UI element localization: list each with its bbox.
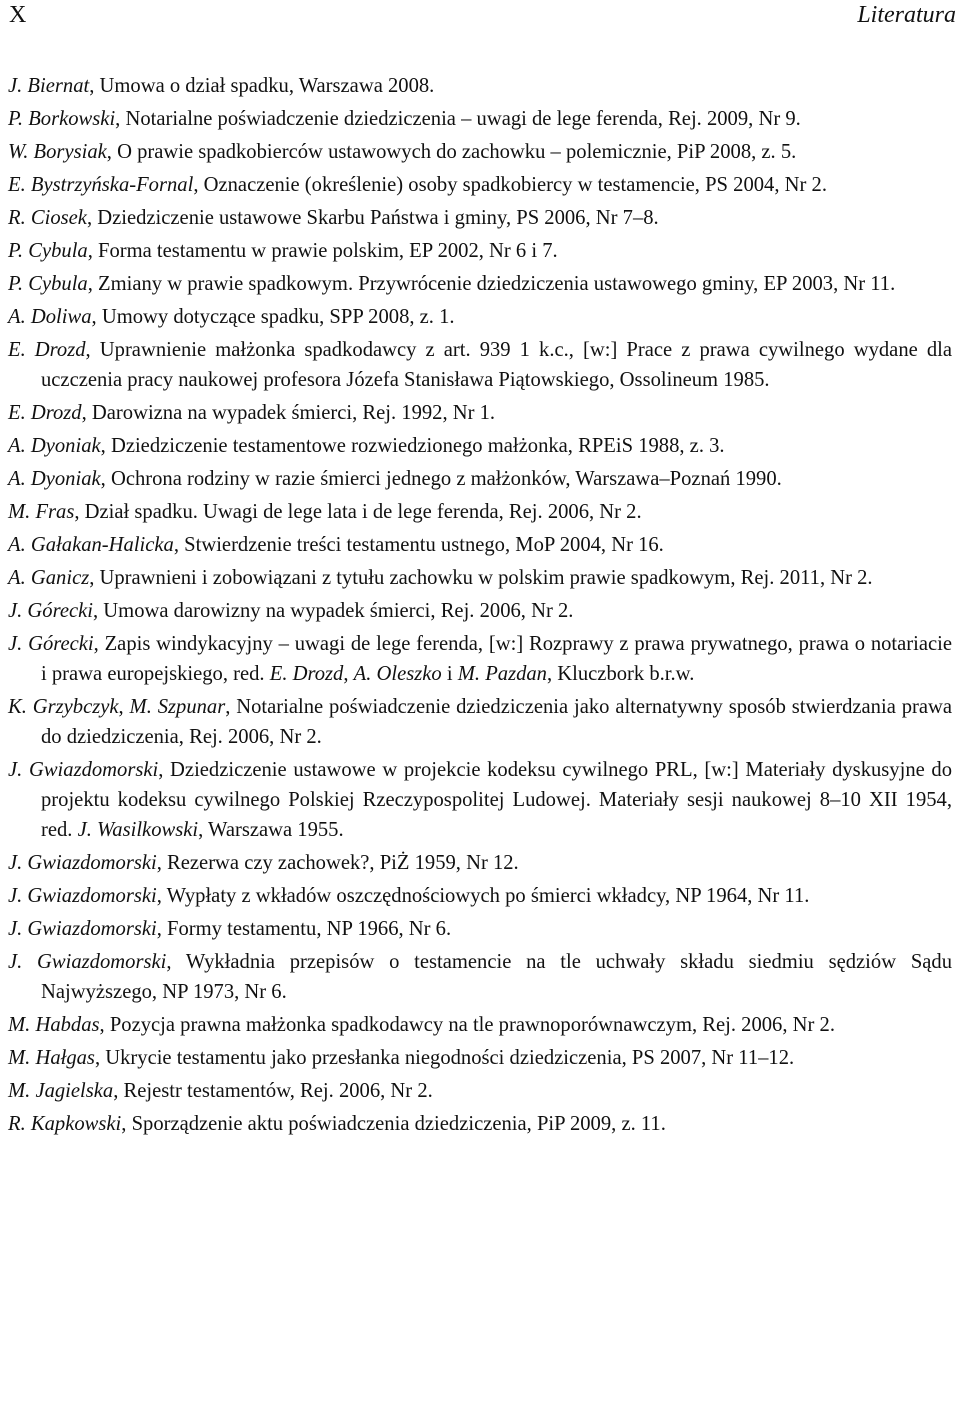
entry-text: , Forma testamentu w prawie polskim, EP 2002, Nr 6 i 7. — [87, 240, 558, 262]
author-name: J. Gwiazdomorski — [8, 852, 157, 874]
entry-text: , Uprawnieni i zobowiązani z tytułu zachowku w polskim prawie spadkowym, Rej. 2011, Nr 2. — [89, 567, 873, 589]
author-name: M. Szpunar — [129, 696, 226, 718]
entry-text: , Oznaczenie (określenie) osoby spadkobiercy w testamencie, PS 2004, Nr 2. — [193, 174, 827, 196]
entry-text: , Dział spadku. Uwagi de lege lata i de lege ferenda, Rej. 2006, Nr 2. — [74, 501, 642, 523]
author-name: P. Cybula — [8, 240, 88, 262]
bibliography-entry — [8, 947, 952, 1007]
bibliography-entry — [8, 236, 952, 266]
author-name: R. Ciosek — [8, 207, 87, 229]
author-name: M. Hałgas — [8, 1047, 95, 1069]
page-header — [0, 0, 960, 34]
entry-text: , — [343, 663, 354, 685]
entry-text: , Umowa o dział spadku, Warszawa 2008. — [89, 75, 435, 97]
author-name: W. Borysiak — [8, 141, 107, 163]
author-name: J. Gwiazdomorski — [8, 759, 159, 781]
bibliography-entry — [8, 596, 952, 626]
bibliography-entry — [8, 203, 952, 233]
bibliography-entry — [8, 1043, 952, 1073]
author-name: J. Wasilkowski — [77, 819, 199, 841]
bibliography-entry — [8, 530, 952, 560]
entry-text: , Dziedziczenie testamentowe rozwiedzionego małżonka, RPEiS 1988, z. 3. — [100, 435, 725, 457]
author-name: E. Drozd — [269, 663, 344, 685]
author-name: J. Gwiazdomorski — [8, 918, 157, 940]
bibliography-list — [8, 71, 952, 1142]
page-number: X — [9, 2, 27, 28]
entry-text: , Notarialne poświadczenie dziedziczenia jako alternatywny sposób stwierdzania prawa do dziedziczenia, Rej. 2006, Nr 2. — [41, 696, 953, 748]
entry-text: , O prawie spadkobierców ustawowych do zachowku – polemicznie, PiP 2008, z. 5. — [106, 141, 797, 163]
author-name: P. Borkowski — [8, 108, 116, 130]
author-name: J. Gwiazdomorski — [8, 885, 157, 907]
bibliography-entry — [8, 398, 952, 428]
entry-text: , Uprawnienie małżonka spadkodawcy z art. 939 1 k.c., [w:] Prace z prawa cywilnego wydane dla uczczenia pracy naukowej profesora Józefa Stanisława Piątowskiego, Ossolineum 1985. — [41, 339, 952, 391]
author-name: K. Grzybczyk — [8, 696, 119, 718]
author-name: E. Drozd — [8, 402, 82, 424]
author-name: P. Cybula — [8, 273, 88, 295]
entry-text: , Warszawa 1955. — [198, 819, 344, 841]
entry-text: , Formy testamentu, NP 1966, Nr 6. — [156, 918, 452, 940]
bibliography-entry — [8, 1010, 952, 1040]
entry-text: , Rejestr testamentów, Rej. 2006, Nr 2. — [113, 1080, 433, 1102]
author-name: M. Jagielska — [8, 1080, 114, 1102]
bibliography-entry — [8, 170, 952, 200]
author-name: R. Kapkowski — [8, 1113, 122, 1135]
entry-text: , Wykładnia przepisów o testamencie na tle uchwały składu siedmiu sędziów Sądu Najwyższego, NP 1973, Nr 6. — [41, 951, 953, 1003]
author-name: J. Biernat — [8, 75, 90, 97]
author-name: M. Habdas — [8, 1014, 100, 1036]
bibliography-entry — [8, 914, 952, 944]
bibliography-entry — [8, 629, 952, 689]
bibliography-entry — [8, 335, 952, 395]
author-name: A. Doliwa — [8, 306, 92, 328]
entry-text: , Dziedziczenie ustawowe Skarbu Państwa i gminy, PS 2006, Nr 7–8. — [86, 207, 659, 229]
entry-text: , Umowy dotyczące spadku, SPP 2008, z. 1. — [91, 306, 455, 328]
entry-text: , Notarialne poświadczenie dziedziczenia – uwagi de lege ferenda, Rej. 2009, Nr 9. — [115, 108, 801, 130]
bibliography-entry — [8, 848, 952, 878]
author-name: A. Gałakan-Halicka — [8, 534, 174, 556]
entry-text: , Dziedziczenie ustawowe w projekcie kodeksu cywilnego PRL, [w:] Materiały dyskusyjne do projektu kodeksu cywilnego Polskiej Rzeczypospolitej Ludowej. Materiały sesji naukowej 8–10 XII 1954, red. — [41, 759, 953, 841]
bibliography-entry — [8, 1109, 952, 1139]
bibliography-entry — [8, 563, 952, 593]
bibliography-entry — [8, 755, 952, 845]
bibliography-entry — [8, 881, 952, 911]
author-name: A. Oleszko — [353, 663, 442, 685]
bibliography-entry — [8, 1076, 952, 1106]
bibliography-entry — [8, 137, 952, 167]
entry-text: , Sporządzenie aktu poświadczenia dziedziczenia, PiP 2009, z. 11. — [121, 1113, 666, 1135]
author-name: J. Górecki — [8, 600, 93, 622]
author-name: M. Fras — [8, 501, 75, 523]
bibliography-entry — [8, 497, 952, 527]
entry-text: , Darowizna na wypadek śmierci, Rej. 1992, Nr 1. — [81, 402, 496, 424]
bibliography-entry — [8, 104, 952, 134]
entry-text: , Pozycja prawna małżonka spadkodawcy na tle prawnoporównawczym, Rej. 2006, Nr 2. — [99, 1014, 835, 1036]
entry-text: , Umowa darowizny na wypadek śmierci, Rej. 2006, Nr 2. — [93, 600, 574, 622]
author-name: M. Pazdan — [457, 663, 547, 685]
entry-text: , Zmiany w prawie spadkowym. Przywrócenie dziedziczenia ustawowego gminy, EP 2003, Nr 11. — [87, 273, 896, 295]
bibliography-entry — [8, 431, 952, 461]
bibliography-entry — [8, 692, 952, 752]
entry-text: , Rezerwa czy zachowek?, PiŻ 1959, Nr 12. — [156, 852, 519, 874]
entry-text: , Stwierdzenie treści testamentu ustnego, MoP 2004, Nr 16. — [173, 534, 664, 556]
author-name: A. Dyoniak — [8, 435, 101, 457]
entry-text: i — [441, 663, 458, 685]
bibliography-entry — [8, 269, 952, 299]
section-title: Literatura — [857, 2, 956, 28]
author-name: J. Gwiazdomorski — [8, 951, 167, 973]
entry-text: , — [118, 696, 130, 718]
bibliography-entry — [8, 71, 952, 101]
author-name: E. Drozd — [8, 339, 86, 361]
entry-text: , Ukrycie testamentu jako przesłanka niegodności dziedziczenia, PS 2007, Nr 11–12. — [94, 1047, 795, 1069]
entry-text: , Kluczbork b.r.w. — [546, 663, 695, 685]
author-name: J. Górecki — [8, 633, 94, 655]
entry-text: , Ochrona rodziny w razie śmierci jednego z małżonków, Warszawa–Poznań 1990. — [100, 468, 782, 490]
author-name: A. Dyoniak — [8, 468, 101, 490]
author-name: E. Bystrzyńska-Fornal — [8, 174, 194, 196]
bibliography-entry — [8, 464, 952, 494]
entry-text: , Wypłaty z wkładów oszczędnościowych po śmierci wkładcy, NP 1964, Nr 11. — [156, 885, 810, 907]
author-name: A. Ganicz — [8, 567, 90, 589]
entry-text: , Zapis windykacyjny – uwagi de lege ferenda, [w:] Rozprawy z prawa prywatnego, prawa o notariacie i prawa europejskiego, red. — [41, 633, 952, 685]
bibliography-entry — [8, 302, 952, 332]
